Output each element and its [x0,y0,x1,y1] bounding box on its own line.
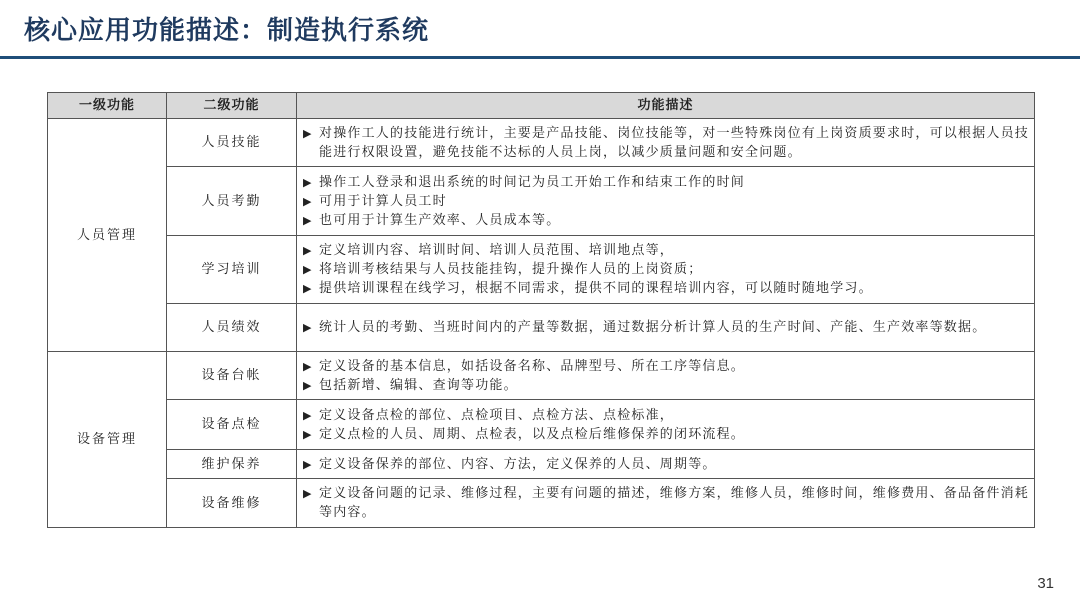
table-row [48,400,1035,450]
description-cell [297,479,1035,528]
page-title: 核心应用功能描述：制造执行系统 [24,16,430,46]
triangle-bullet-icon: ▶ [303,408,312,422]
triangle-bullet-icon: ▶ [303,263,312,276]
header-description: 功能描述 [297,93,1035,119]
level2-cell: 人员绩效 [167,304,297,352]
table-row [48,236,1035,304]
triangle-bullet-icon: ▶ [303,175,312,189]
list-item: ▶ 也可用于计算生产效率、人员成本等。 [303,212,561,228]
description-cell [297,450,1035,479]
triangle-bullet-icon: ▶ [303,282,312,295]
table-row [48,352,1035,400]
level1-cell-equipment: 设备管理 [48,352,167,528]
level1-cell-personnel: 人员管理 [48,119,167,352]
list-item: ▶ 定义点检的人员、周期、点检表，以及点检后维修保养的闭环流程。 [303,426,746,442]
level2-cell: 设备点检 [167,400,297,450]
triangle-bullet-icon: ▶ [303,378,312,392]
list-item: ▶ 定义设备保养的部位、内容、方法，定义保养的人员、周期等。 [303,456,717,472]
function-table [47,92,1035,528]
list-item: ▶ 定义培训内容、培训时间、培训人员范围、培训地点等， [303,243,675,258]
header-level2: 二级功能 [167,93,297,119]
description-cell [297,119,1035,167]
title-divider [0,56,1080,59]
description-cell [297,352,1035,400]
level2-cell: 设备维修 [167,479,297,528]
list-item: ▶ 对操作工人的技能进行统计，主要是产品技能、岗位技能等，对一些特殊岗位有上岗资质要求时，可以根据人员技能进行权限设置，避免技能不达标的人员上岗，以减少质量问题和安全问题。 [303,125,1030,160]
triangle-bullet-icon: ▶ [303,194,312,208]
page-number: 31 [1037,575,1054,592]
table-row [48,304,1035,352]
list-item: ▶ 定义设备问题的记录、维修过程，主要有问题的描述，维修方案，维修人员，维修时间，维修费用、备品备件消耗等内容。 [303,486,1030,520]
table-header-row [48,93,1035,119]
description-cell [297,304,1035,352]
triangle-bullet-icon: ▶ [303,427,312,441]
triangle-bullet-icon: ▶ [303,244,312,257]
triangle-bullet-icon: ▶ [303,213,312,227]
list-item: ▶ 定义设备点检的部位、点检项目、点检方法、点检标准， [303,407,675,423]
triangle-bullet-icon: ▶ [303,487,312,500]
triangle-bullet-icon: ▶ [303,321,312,334]
table-row [48,450,1035,479]
table-row [48,119,1035,167]
list-item: ▶ 提供培训课程在线学习，根据不同需求，提供不同的课程培训内容，可以随时随地学习。 [303,281,873,296]
triangle-bullet-icon: ▶ [303,359,312,373]
list-item: ▶ 定义设备的基本信息，如括设备名称、品牌型号、所在工序等信息。 [303,358,746,374]
level2-cell: 人员技能 [167,119,297,167]
level2-cell: 人员考勤 [167,167,297,236]
list-item: ▶ 包括新增、编辑、查询等功能。 [303,377,518,393]
triangle-bullet-icon: ▶ [303,126,312,140]
list-item: ▶ 统计人员的考勤、当班时间内的产量等数据，通过数据分析计算人员的生产时间、产能、生产效率等数据。 [303,320,987,335]
header-level1: 一级功能 [48,93,167,119]
table-row [48,479,1035,528]
list-item: ▶ 将培训考核结果与人员技能挂钩，提升操作人员的上岗资质； [303,262,703,277]
description-cell [297,167,1035,236]
list-item: ▶ 操作工人登录和退出系统的时间记为员工开始工作和结束工作的时间 [303,174,746,190]
list-item: ▶ 可用于计算人员工时 [303,193,447,209]
level2-cell: 学习培训 [167,236,297,304]
level2-cell: 设备台帐 [167,352,297,400]
level2-cell: 维护保养 [167,450,297,479]
description-cell [297,400,1035,450]
triangle-bullet-icon: ▶ [303,457,312,471]
description-cell [297,236,1035,304]
table-row [48,167,1035,236]
